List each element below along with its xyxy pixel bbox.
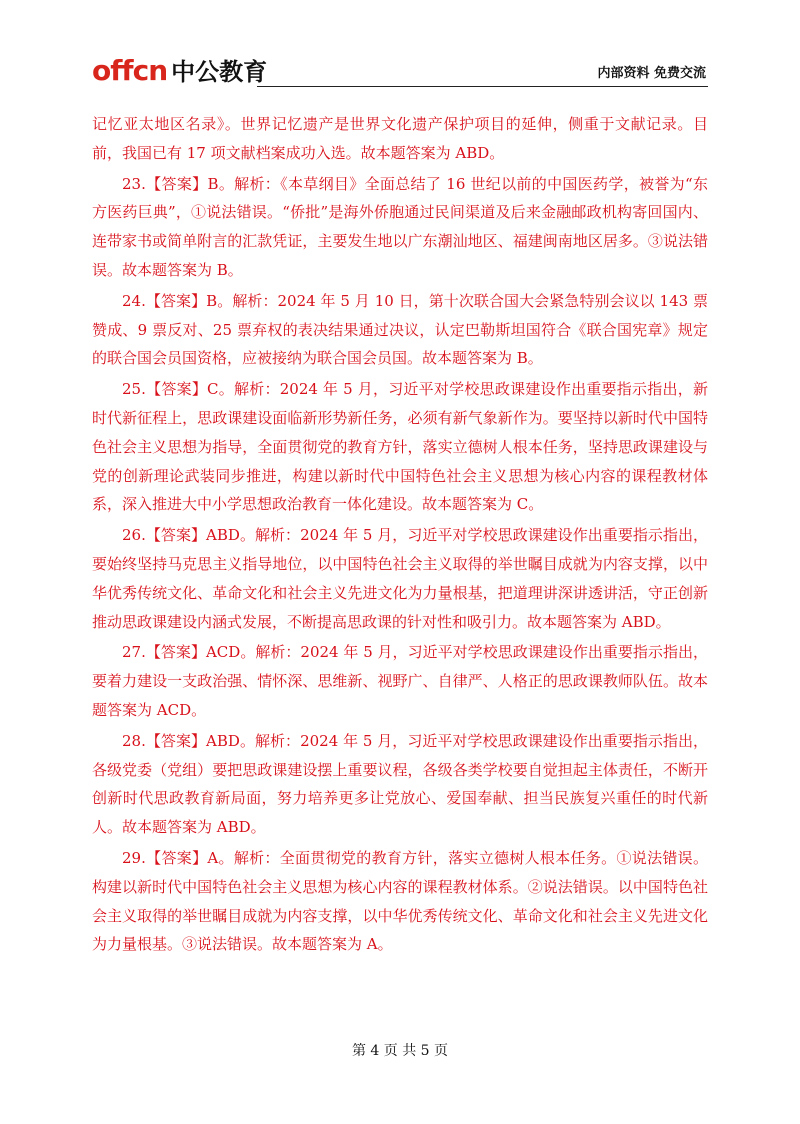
answer-28: 28.【答案】ABD。解析：2024 年 5 月，习近平对学校思政课建设作出重要指示指出，各级党委（党组）要把思政课建设摆上重要议程，各级各类学校要自觉担起主体责任，不断开创新时代思政教育新局面，努力培养更多让党放心、爱国奉献、担当民族复兴重任的时代新人。故本题答案为 ABD。 xyxy=(92,731,708,837)
page-header xyxy=(92,52,708,88)
paragraph-continued: 记忆亚太地区名录》。世界记忆遗产是世界文化遗产保护项目的延伸，侧重于文献记录。目前，我国已有 17 项文献档案成功入选。故本题答案为 ABD。 xyxy=(92,115,708,162)
page-footer: 第 4 页 共 5 页 xyxy=(351,1043,449,1059)
logo-english: offcn xyxy=(92,54,168,87)
answer-26: 26.【答案】ABD。解析：2024 年 5 月，习近平对学校思政课建设作出重要指示指出，要始终坚持马克思主义指导地位，以中国特色社会主义取得的举世瞩目成就为内容支撑，以中华优秀传统文化、革命文化和社会主义先进文化为力量根基，把道理讲深讲透讲活，守正创新推动思政课建设内涵式发展，不断提高思政课的针对性和吸引力。故本题答案为 ABD。 xyxy=(92,526,708,631)
header-rule xyxy=(257,86,708,87)
answer-25: 25.【答案】C。解析：2024 年 5 月，习近平对学校思政课建设作出重要指示指出，新时代新征程上，思政课建设面临新形势新任务，必须有新气象新作为。要坚持以新时代中国特色社会主义思想为指导，全面贯彻党的教育方针，落实立德树人根本任务，坚持思政课建设与党的创新理论武装同步推进，构建以新时代中国特色社会主义思想为核心内容的课程教材体系，深入推进大中小学思想政治教育一体化建设。故本题答案为 C。 xyxy=(92,380,708,514)
header-note: 内部资料 免费交流 xyxy=(597,66,706,81)
offcn-logo xyxy=(92,52,267,86)
logo-chinese: 中公教育 xyxy=(171,58,268,86)
answer-29: 29.【答案】A。解析：全面贯彻党的教育方针，落实立德树人根本任务。①说法错误。构建以新时代中国特色社会主义思想为核心内容的课程教材体系。②说法错误。以中国特色社会主义取得的举世瞩目成就为内容支撑，以中华优秀传统文化、革命文化和社会主义先进文化为力量根基。③说法错误。故本题答案为 A。 xyxy=(92,848,708,954)
answer-23: 23.【答案】B。解析：《本草纲目》全面总结了 16 世纪以前的中国医药学，被誉为“东方医药巨典”，①说法错误。“侨批”是海外侨胞通过民间渠道及后来金融邮政机构寄回国内、连带家书或简单附言的汇款凭证，主要发生地以广东潮汕地区、福建闽南地区居多。③说法错误。故本题答案为 B。 xyxy=(92,174,708,279)
answer-content xyxy=(92,110,708,961)
answer-24: 24.【答案】B。解析：2024 年 5 月 10 日，第十次联合国大会紧急特别会议以 143 票赞成、9 票反对、25 票弃权的表决结果通过决议，认定巴勒斯坦国符合《联合国宪章》规定的联合国会员国资格，应被接纳为联合国会员国。故本题答案为 B。 xyxy=(92,291,708,368)
answer-27: 27.【答案】ACD。解析：2024 年 5 月，习近平对学校思政课建设作出重要指示指出，要着力建设一支政治强、情怀深、思维新、视野广、自律严、人格正的思政课教师队伍。故本题答案为 ACD。 xyxy=(92,643,708,719)
